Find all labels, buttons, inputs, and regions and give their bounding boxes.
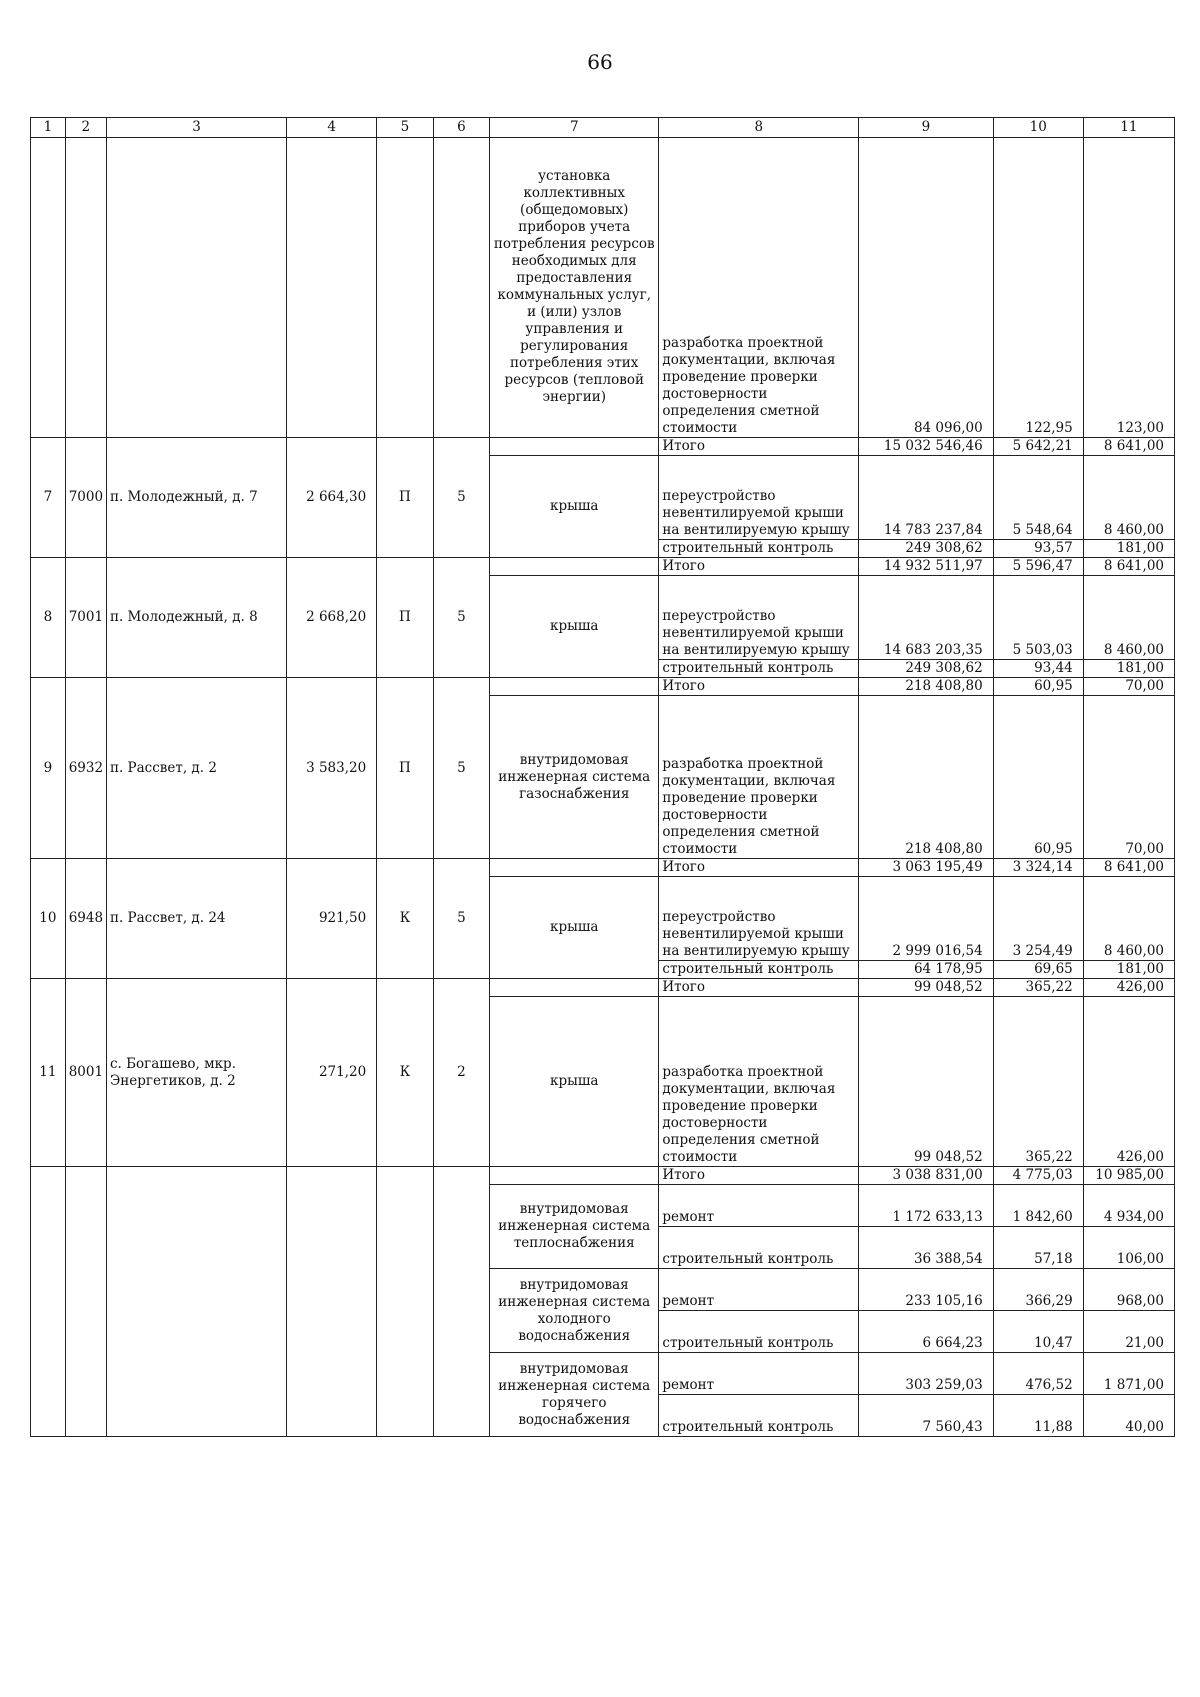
value-per-m2: 5 548,64	[993, 456, 1083, 540]
item-label: строительный контроль	[659, 660, 859, 678]
total-per-m2: 5 596,47	[993, 558, 1083, 576]
value-per-m2: 5 503,03	[993, 576, 1083, 660]
table-row	[31, 138, 1175, 438]
work-type: внутридомовая инженерная система горячего водоснабжения	[490, 1353, 659, 1437]
house-code: 8001	[65, 979, 106, 1167]
house-floors: 5	[433, 558, 489, 678]
value-per-m2: 366,29	[993, 1269, 1083, 1311]
total-per-m2: 4 775,03	[993, 1167, 1083, 1185]
value-limit: 8 460,00	[1083, 456, 1174, 540]
house-wall-type: К	[377, 979, 433, 1167]
col-header: 1	[31, 118, 66, 138]
table-row	[31, 979, 1175, 997]
item-label: строительный контроль	[659, 1311, 859, 1353]
value-cost: 2 999 016,54	[859, 877, 994, 961]
value-limit: 21,00	[1083, 1311, 1174, 1353]
value-per-m2: 93,57	[993, 540, 1083, 558]
value-cost: 233 105,16	[859, 1269, 994, 1311]
total-limit: 426,00	[1083, 979, 1174, 997]
value-limit: 123,00	[1083, 138, 1174, 438]
item-label: разработка проектной документации, включая проведение проверки достоверности определения сметной стоимости	[659, 138, 859, 438]
house-number: 7	[31, 438, 66, 558]
value-limit: 968,00	[1083, 1269, 1174, 1311]
total-label: Итого	[659, 859, 859, 877]
table-row	[31, 678, 1175, 696]
value-limit: 8 460,00	[1083, 877, 1174, 961]
total-cost: 3 063 195,49	[859, 859, 994, 877]
total-label: Итого	[659, 678, 859, 696]
house-code: 6948	[65, 859, 106, 979]
house-area: 2 664,30	[287, 438, 377, 558]
value-per-m2: 365,22	[993, 997, 1083, 1167]
table-row	[31, 859, 1175, 877]
value-per-m2: 69,65	[993, 961, 1083, 979]
work-type: крыша	[490, 576, 659, 678]
value-per-m2: 57,18	[993, 1227, 1083, 1269]
repair-program-table	[30, 117, 1175, 1437]
total-cost: 99 048,52	[859, 979, 994, 997]
value-limit: 426,00	[1083, 997, 1174, 1167]
total-per-m2: 365,22	[993, 979, 1083, 997]
value-per-m2: 93,44	[993, 660, 1083, 678]
work-type: крыша	[490, 877, 659, 979]
house-floors: 5	[433, 438, 489, 558]
house-wall-type: К	[377, 859, 433, 979]
house-wall-type: П	[377, 678, 433, 859]
page-number: 66	[587, 50, 613, 74]
value-per-m2: 11,88	[993, 1395, 1083, 1437]
total-label: Итого	[659, 438, 859, 456]
total-limit: 70,00	[1083, 678, 1174, 696]
total-limit: 8 641,00	[1083, 859, 1174, 877]
value-limit: 181,00	[1083, 660, 1174, 678]
house-number: 9	[31, 678, 66, 859]
total-per-m2: 60,95	[993, 678, 1083, 696]
value-cost: 36 388,54	[859, 1227, 994, 1269]
value-per-m2: 476,52	[993, 1353, 1083, 1395]
col-header: 2	[65, 118, 106, 138]
house-area: 921,50	[287, 859, 377, 979]
house-floors: 2	[433, 979, 489, 1167]
col-header: 5	[377, 118, 433, 138]
value-cost: 303 259,03	[859, 1353, 994, 1395]
total-per-m2: 5 642,21	[993, 438, 1083, 456]
value-cost: 6 664,23	[859, 1311, 994, 1353]
item-label: разработка проектной документации, включая проведение проверки достоверности определения сметной стоимости	[659, 696, 859, 859]
value-limit: 4 934,00	[1083, 1185, 1174, 1227]
value-per-m2: 1 842,60	[993, 1185, 1083, 1227]
house-code: 7001	[65, 558, 106, 678]
table-row	[31, 438, 1175, 456]
value-limit: 181,00	[1083, 961, 1174, 979]
value-per-m2: 60,95	[993, 696, 1083, 859]
item-label: строительный контроль	[659, 961, 859, 979]
item-label: ремонт	[659, 1185, 859, 1227]
value-cost: 249 308,62	[859, 540, 994, 558]
total-cost: 15 032 546,46	[859, 438, 994, 456]
col-header: 11	[1083, 118, 1174, 138]
total-cost: 3 038 831,00	[859, 1167, 994, 1185]
total-limit: 8 641,00	[1083, 438, 1174, 456]
item-label: переустройство невентилируемой крыши на вентилируемую крышу	[659, 576, 859, 660]
col-header: 4	[287, 118, 377, 138]
col-header: 7	[490, 118, 659, 138]
total-label: Итого	[659, 979, 859, 997]
house-wall-type: П	[377, 558, 433, 678]
work-type: внутридомовая инженерная система теплоснабжения	[490, 1185, 659, 1269]
col-header: 3	[106, 118, 286, 138]
value-limit: 1 871,00	[1083, 1353, 1174, 1395]
table-row	[31, 1167, 1175, 1185]
house-number: 11	[31, 979, 66, 1167]
house-address: п. Рассвет, д. 24	[106, 859, 286, 979]
house-number: 8	[31, 558, 66, 678]
item-label: переустройство невентилируемой крыши на вентилируемую крышу	[659, 456, 859, 540]
col-header: 6	[433, 118, 489, 138]
work-type: внутридомовая инженерная система холодного водоснабжения	[490, 1269, 659, 1353]
value-per-m2: 122,95	[993, 138, 1083, 438]
house-area: 3 583,20	[287, 678, 377, 859]
total-limit: 8 641,00	[1083, 558, 1174, 576]
work-type: крыша	[490, 456, 659, 558]
house-area: 2 668,20	[287, 558, 377, 678]
house-number: 10	[31, 859, 66, 979]
item-label: ремонт	[659, 1353, 859, 1395]
column-number-row	[31, 118, 1175, 138]
value-limit: 106,00	[1083, 1227, 1174, 1269]
house-code: 6932	[65, 678, 106, 859]
value-cost: 84 096,00	[859, 138, 994, 438]
work-type: внутридомовая инженерная система газоснабжения	[490, 696, 659, 859]
value-cost: 14 683 203,35	[859, 576, 994, 660]
value-limit: 181,00	[1083, 540, 1174, 558]
col-header: 9	[859, 118, 994, 138]
value-cost: 14 783 237,84	[859, 456, 994, 540]
value-cost: 64 178,95	[859, 961, 994, 979]
col-header: 8	[659, 118, 859, 138]
value-limit: 40,00	[1083, 1395, 1174, 1437]
item-label: строительный контроль	[659, 1395, 859, 1437]
work-type: установка коллективных (общедомовых) приборов учета потребления ресурсов необходимых для предоставления коммунальных услуг, и (или) узлов управления и регулирования потребления этих ресурсов (тепловой энергии)	[490, 138, 659, 438]
value-cost: 7 560,43	[859, 1395, 994, 1437]
value-per-m2: 10,47	[993, 1311, 1083, 1353]
total-cost: 14 932 511,97	[859, 558, 994, 576]
total-per-m2: 3 324,14	[993, 859, 1083, 877]
work-type: крыша	[490, 997, 659, 1167]
house-area: 271,20	[287, 979, 377, 1167]
house-floors: 5	[433, 859, 489, 979]
value-limit: 70,00	[1083, 696, 1174, 859]
house-wall-type: П	[377, 438, 433, 558]
value-cost: 99 048,52	[859, 997, 994, 1167]
total-limit: 10 985,00	[1083, 1167, 1174, 1185]
house-address: с. Богашево, мкр. Энергетиков, д. 2	[106, 979, 286, 1167]
item-label: строительный контроль	[659, 540, 859, 558]
table-row	[31, 558, 1175, 576]
item-label: разработка проектной документации, включая проведение проверки достоверности определения сметной стоимости	[659, 997, 859, 1167]
value-cost: 249 308,62	[859, 660, 994, 678]
total-label: Итого	[659, 558, 859, 576]
item-label: переустройство невентилируемой крыши на вентилируемую крышу	[659, 877, 859, 961]
value-limit: 8 460,00	[1083, 576, 1174, 660]
house-address: п. Рассвет, д. 2	[106, 678, 286, 859]
item-label: ремонт	[659, 1269, 859, 1311]
total-label: Итого	[659, 1167, 859, 1185]
value-per-m2: 3 254,49	[993, 877, 1083, 961]
col-header: 10	[993, 118, 1083, 138]
value-cost: 218 408,80	[859, 696, 994, 859]
house-code: 7000	[65, 438, 106, 558]
house-address: п. Молодежный, д. 7	[106, 438, 286, 558]
total-cost: 218 408,80	[859, 678, 994, 696]
house-address: п. Молодежный, д. 8	[106, 558, 286, 678]
value-cost: 1 172 633,13	[859, 1185, 994, 1227]
house-floors: 5	[433, 678, 489, 859]
item-label: строительный контроль	[659, 1227, 859, 1269]
